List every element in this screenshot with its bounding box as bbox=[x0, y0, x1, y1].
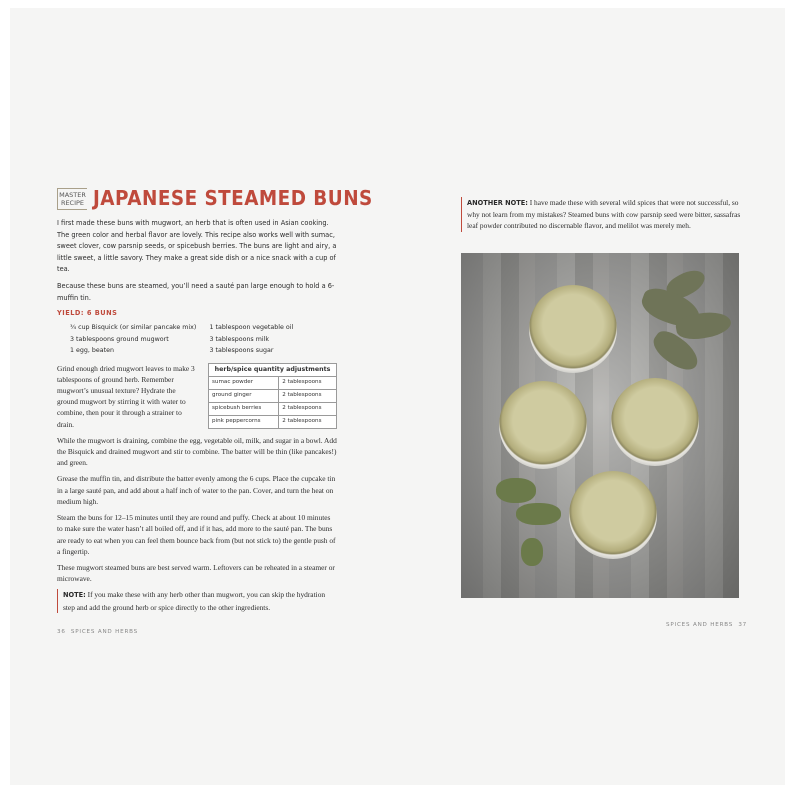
another-note-callout bbox=[461, 197, 747, 232]
ground-herb bbox=[521, 538, 543, 566]
ingredient: ¾ cup Bisquick (or similar pancake mix) bbox=[70, 324, 197, 332]
ingredient: 1 tablespoon vegetable oil bbox=[209, 324, 294, 332]
ingredients bbox=[57, 323, 337, 358]
left-footer bbox=[57, 629, 337, 635]
table-cell: 2 tablespoons bbox=[279, 402, 337, 415]
ingredients-left bbox=[70, 323, 198, 358]
recipe-title: JAPANESE STEAMED BUNS bbox=[93, 186, 373, 210]
table-row bbox=[209, 389, 337, 402]
quantity-adjustments-table bbox=[208, 363, 337, 429]
table-header: herb/spice quantity adjustments bbox=[209, 363, 337, 376]
table-row bbox=[209, 402, 337, 415]
table-row bbox=[209, 376, 337, 389]
badge-line: RECIPE bbox=[60, 199, 85, 207]
note-callout bbox=[57, 589, 337, 612]
note-label: ANOTHER NOTE: bbox=[467, 199, 528, 207]
step-1-paragraph: Grind enough dried mugwort leaves to make 3 tablespoons of ground herb. Remember mugwort’s unusual texture? Hydrate the ground mugwort by stirring it with water to combine, then pour it through a strainer to drain. bbox=[57, 363, 195, 429]
master-recipe-badge bbox=[57, 188, 87, 210]
step-2-paragraph bbox=[57, 435, 337, 469]
page-number: 36 bbox=[57, 628, 66, 635]
page-number: 37 bbox=[738, 622, 748, 628]
intro-paragraph: I first made these buns with mugwort, an herb that is often used in Asian cooking. The green color and herbal flavor are lovely. This recipe also works well with sumac, sweet clover, cow parsnip seeds, or spicebush berries. The buns are light and airy, a little sweet, a little savory. They make a great side dish or a nice snack with a cup of tea. bbox=[57, 219, 337, 274]
ground-herb bbox=[516, 503, 561, 525]
table-cell: spicebush berries bbox=[209, 402, 279, 415]
steamed-buns-photo bbox=[461, 253, 739, 598]
step-5-paragraph: These mugwort steamed buns are best served warm. Leftovers can be reheated in a steamer or microwave. bbox=[57, 562, 335, 584]
ingredient: 1 egg, beaten bbox=[70, 347, 114, 355]
section-name: SPICES AND HERBS bbox=[70, 628, 139, 635]
table-header-row bbox=[209, 363, 337, 376]
section-name: SPICES AND HERBS bbox=[666, 622, 734, 628]
steamed-note-paragraph: Because these buns are steamed, you’ll need a sauté pan large enough to hold a 6-muffin tin. bbox=[57, 281, 335, 302]
table-cell: 2 tablespoons bbox=[279, 376, 337, 389]
table-cell: 2 tablespoons bbox=[279, 389, 337, 402]
note-label: NOTE: bbox=[63, 591, 86, 600]
yield-label: YIELD: 6 BUNS bbox=[57, 309, 118, 318]
table-row bbox=[209, 415, 337, 428]
ingredient: 3 tablespoons sugar bbox=[209, 347, 274, 355]
ingredient: 3 tablespoons ground mugwort bbox=[70, 335, 169, 343]
right-footer bbox=[666, 622, 747, 628]
table-cell: pink peppercorns bbox=[209, 415, 279, 428]
table-cell: 2 tablespoons bbox=[279, 415, 337, 428]
steamed-bun bbox=[611, 378, 699, 466]
ingredients-right bbox=[210, 323, 338, 358]
table-cell: sumac powder bbox=[209, 376, 279, 389]
steamed-bun bbox=[569, 471, 657, 559]
steamed-bun bbox=[529, 285, 617, 373]
ingredient: 3 tablespoons milk bbox=[209, 335, 269, 343]
left-page-column bbox=[57, 218, 337, 635]
note-text: I have made these with several wild spices that were not successful, so why not learn from my mistakes? Steamed buns with cow parsnip seed were bitter, sassafras leaf powder contributed no discernable flavor, and melilot was merely meh. bbox=[467, 198, 741, 231]
step-2-line-b: the egg, vegetable oil, milk, and sugar in a bowl. Add the Bisquick and drained mugwort and stir to combine. The batter will be thin (like pancakes!) and green. bbox=[57, 435, 337, 468]
ground-herb bbox=[496, 478, 536, 503]
step-2-line-a: While the mugwort is draining, combine bbox=[57, 435, 177, 445]
badge-line: MASTER bbox=[59, 191, 86, 199]
step-4-paragraph: Steam the buns for 12–15 minutes until they are round and puffy. Check at about 10 minutes to make sure the water hasn’t all boiled off, and if it has, add more to the sauté pan. The buns are ready to eat when you can feel them bounce back from (but not stick to) the gentle push of a fingertip. bbox=[57, 513, 336, 556]
note-text: If you make these with any herb other than mugwort, you can skip the hydration step and add the ground herb or spice directly to the other ingredients. bbox=[63, 590, 326, 612]
step-3-paragraph: Grease the muffin tin, and distribute the batter evenly among the 6 cups. Place the cupcake tin in a large sauté pan, and add about a half inch of water to the pan. Cover, and turn the heat on medium high. bbox=[57, 474, 336, 506]
table-cell: ground ginger bbox=[209, 389, 279, 402]
steamed-bun bbox=[499, 381, 587, 469]
